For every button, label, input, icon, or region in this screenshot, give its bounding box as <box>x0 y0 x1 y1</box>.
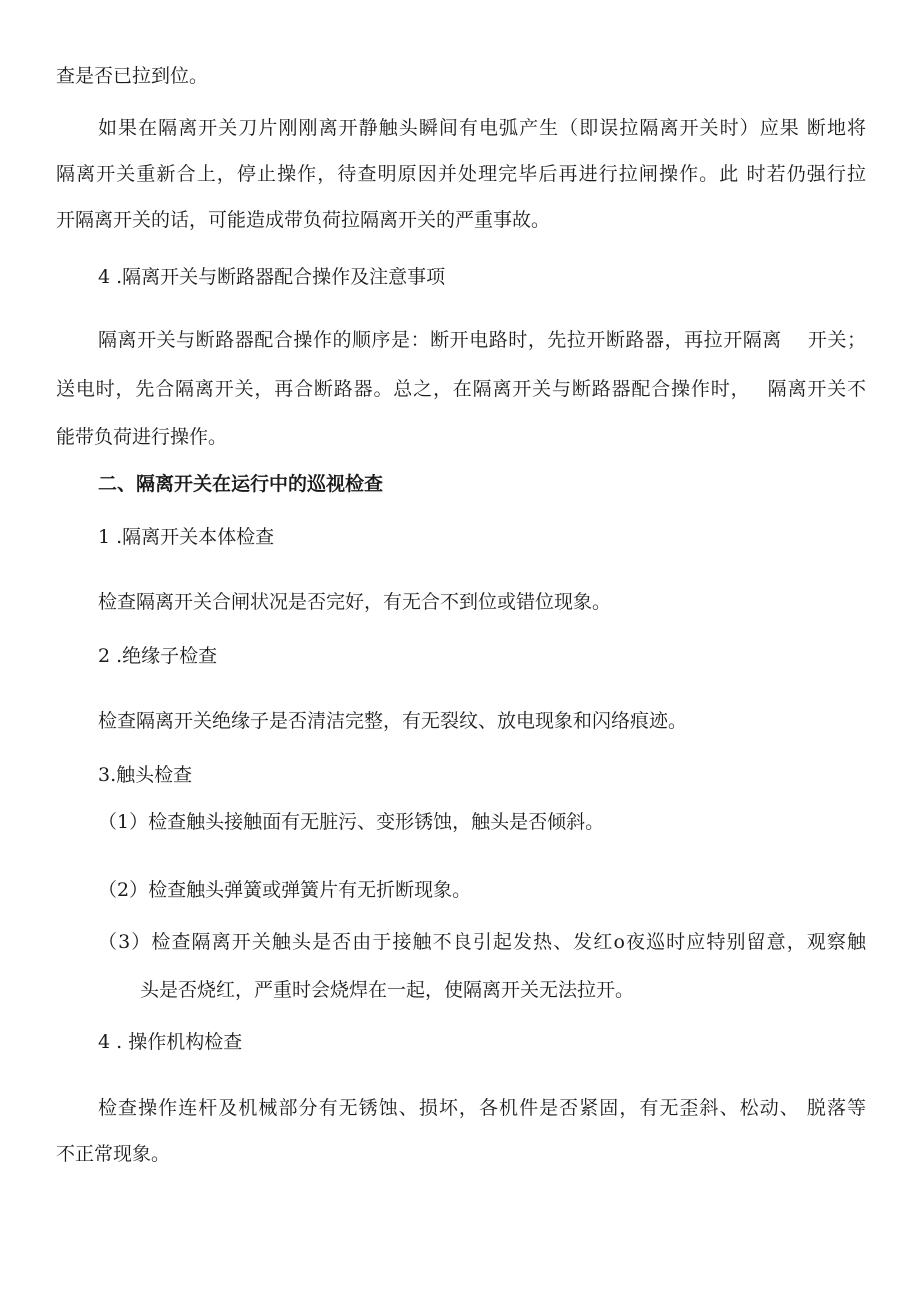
item-text: 检查隔离开关绝缘子是否清洁完整，有无裂纹、放电现象和闪络痕迹。 <box>98 710 688 732</box>
item-text: 检查隔离开关合闸状况是否完好，有无合不到位或错位现象。 <box>98 591 612 613</box>
sub-item: （3）检查隔离开关触头是否由于接触不良引起发热、发红o夜巡时应特别留意，观察触 <box>98 931 866 953</box>
paragraph-line: 送电时，先合隔离开关，再合断路器。总之，在隔离开关与断路器配合操作时， 隔离开关不 <box>56 378 866 400</box>
paragraph-line: 如果在隔离开关刀片刚刚离开静触头瞬间有电弧产生（即误拉隔离开关时）应果 断地将 <box>98 117 866 139</box>
sub-item: （2）检查触头弹簧或弹簧片有无折断现象。 <box>98 879 472 901</box>
paragraph-line: 隔离开关重新合上，停止操作，待查明原因并处理完毕后再进行拉闸操作。此 时若仍强行拉 <box>56 163 866 185</box>
paragraph-line: 能带负荷进行操作。 <box>56 426 228 448</box>
sub-item-continued: 头是否烧红，严重时会烧焊在一起，使隔离开关无法拉开。 <box>140 979 635 1001</box>
item-title: 1 .隔离开关本体检查 <box>98 526 275 548</box>
section-heading: 4 .隔离开关与断路器配合操作及注意事项 <box>98 266 446 288</box>
paragraph-line: 开隔离开关的话，可能造成带负荷拉隔离开关的严重事故。 <box>56 209 551 231</box>
section-title: 二、隔离开关在运行中的巡视检查 <box>98 473 384 495</box>
item-title: 3.触头检查 <box>98 764 193 786</box>
paragraph-line: 查是否已拉到位。 <box>56 65 209 87</box>
item-title: 4 . 操作机构检查 <box>98 1031 243 1053</box>
paragraph-line: 隔离开关与断路器配合操作的顺序是：断开电路时，先拉开断路器，再拉开隔离 开关； <box>98 329 866 351</box>
paragraph-line: 不正常现象。 <box>56 1143 171 1165</box>
paragraph-line: 检查操作连杆及机械部分有无锈蚀、损坏，各机件是否紧固，有无歪斜、松动、 脱落等 <box>98 1097 866 1119</box>
sub-item: （1）检查触头接触面有无脏污、变形锈蚀，触头是否倾斜。 <box>98 811 605 833</box>
item-title: 2 .绝缘子检查 <box>98 645 218 667</box>
